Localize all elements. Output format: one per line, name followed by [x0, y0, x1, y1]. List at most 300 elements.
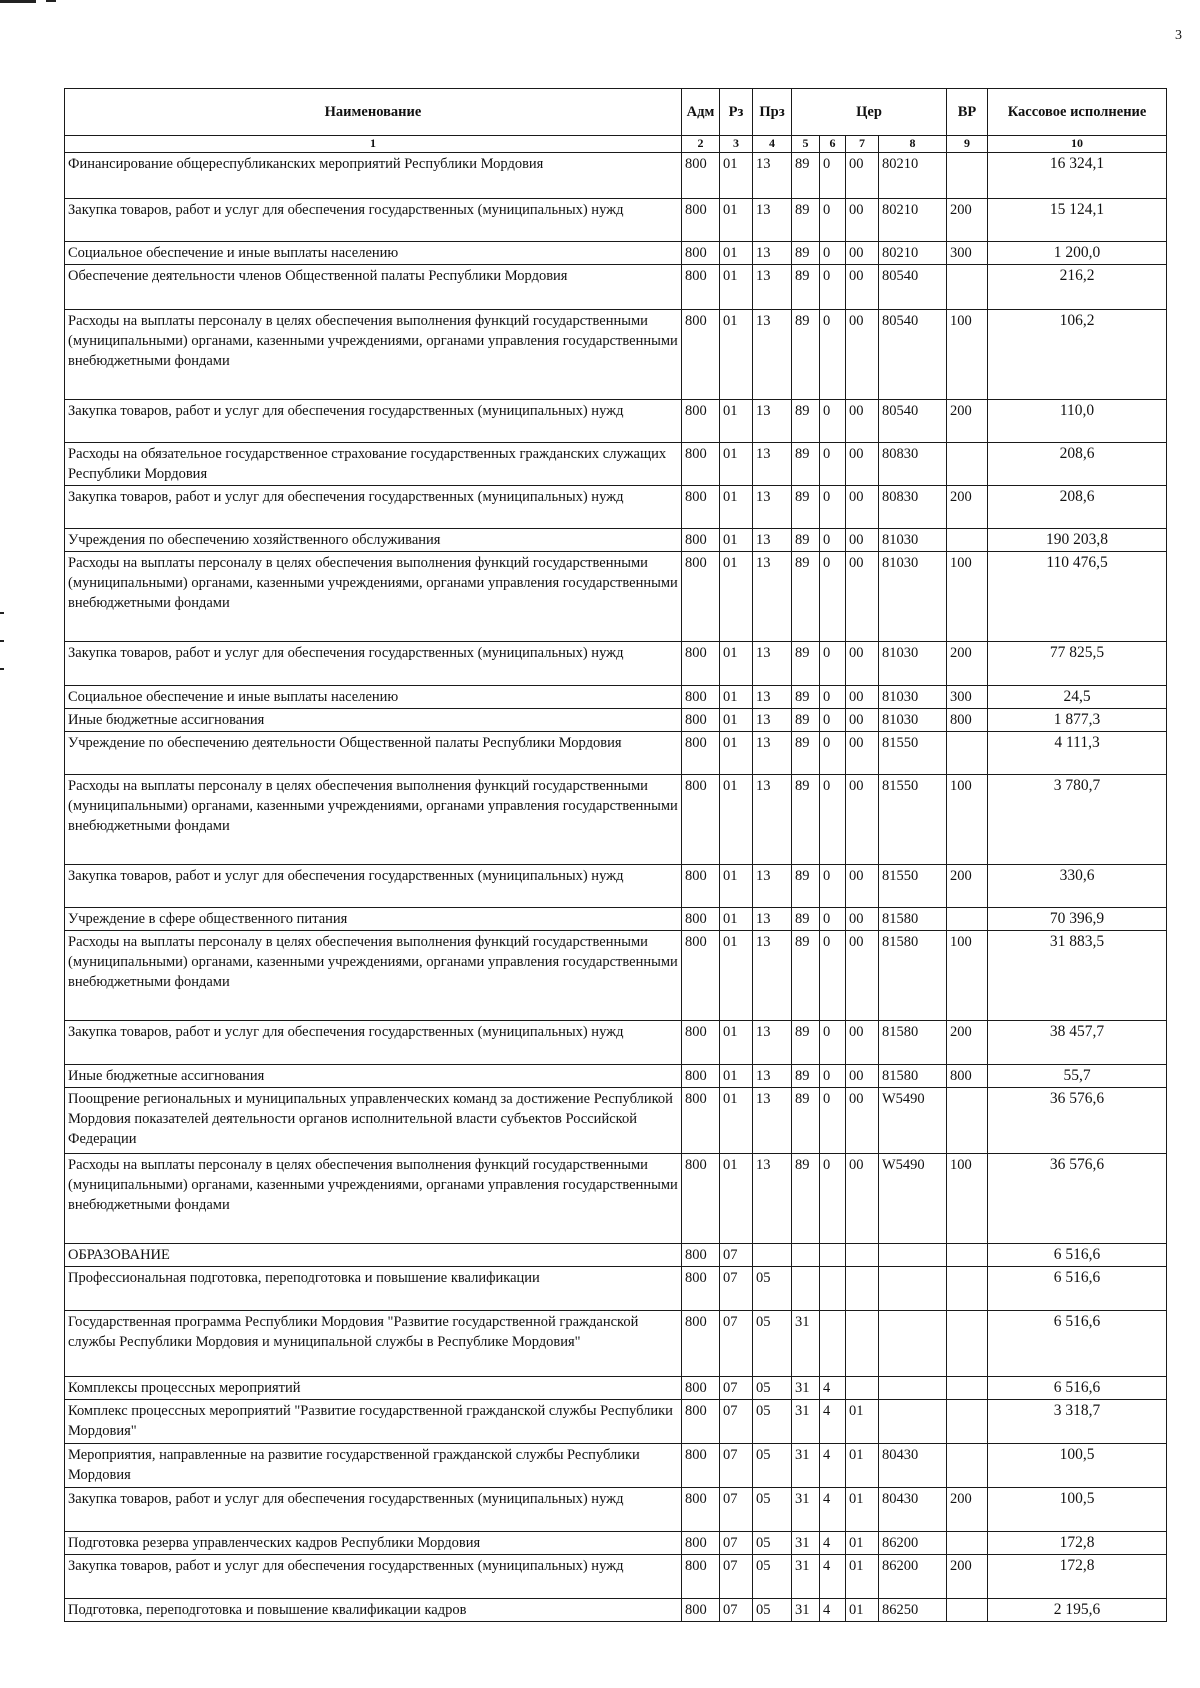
row-amount: 208,6 — [988, 443, 1167, 486]
row-cer-type: 0 — [820, 1021, 846, 1065]
row-adm: 800 — [682, 1488, 720, 1532]
row-adm: 800 — [682, 1444, 720, 1488]
row-cer-subprogram: 00 — [846, 1021, 879, 1065]
row-cer-direction: 80540 — [879, 400, 947, 443]
row-cer-type: 4 — [820, 1555, 846, 1599]
row-cer-subprogram — [846, 1311, 879, 1377]
table-row — [65, 1377, 1167, 1400]
row-cer-direction: 81550 — [879, 732, 947, 775]
row-cer-subprogram: 00 — [846, 732, 879, 775]
row-cer-subprogram: 00 — [846, 775, 879, 865]
row-amount: 2 195,6 — [988, 1599, 1167, 1622]
table-row — [65, 1065, 1167, 1088]
row-name: Иные бюджетные ассигнования — [65, 709, 682, 732]
row-cer-program: 31 — [792, 1488, 820, 1532]
row-rz: 01 — [720, 686, 753, 709]
row-amount: 110 476,5 — [988, 552, 1167, 642]
row-vr: 200 — [947, 865, 988, 908]
row-cer-direction: 80430 — [879, 1488, 947, 1532]
scan-mark-top-left — [0, 0, 36, 3]
row-vr — [947, 529, 988, 552]
row-rz: 01 — [720, 265, 753, 310]
row-cer-program: 89 — [792, 400, 820, 443]
row-name: Финансирование общереспубликанских мероприятий Республики Мордовия — [65, 153, 682, 199]
row-cer-type: 0 — [820, 931, 846, 1021]
table-row — [65, 1021, 1167, 1065]
row-adm: 800 — [682, 1244, 720, 1267]
table-row — [65, 1311, 1167, 1377]
row-vr — [947, 908, 988, 931]
row-rz: 01 — [720, 931, 753, 1021]
row-cer-direction — [879, 1267, 947, 1311]
row-cer-subprogram: 01 — [846, 1532, 879, 1555]
row-vr: 100 — [947, 1154, 988, 1244]
row-cer-subprogram: 00 — [846, 310, 879, 400]
row-cer-subprogram: 01 — [846, 1488, 879, 1532]
row-cer-program: 89 — [792, 443, 820, 486]
row-prz: 05 — [753, 1311, 792, 1377]
row-adm: 800 — [682, 1267, 720, 1311]
row-rz: 01 — [720, 732, 753, 775]
row-cer-direction — [879, 1311, 947, 1377]
row-amount: 208,6 — [988, 486, 1167, 529]
row-cer-program: 89 — [792, 1021, 820, 1065]
row-cer-program: 89 — [792, 865, 820, 908]
row-cer-direction: 81030 — [879, 642, 947, 686]
row-vr: 300 — [947, 686, 988, 709]
row-name: Иные бюджетные ассигнования — [65, 1065, 682, 1088]
row-adm: 800 — [682, 1065, 720, 1088]
row-cer-subprogram: 00 — [846, 931, 879, 1021]
row-vr — [947, 1244, 988, 1267]
row-adm: 800 — [682, 1599, 720, 1622]
row-adm: 800 — [682, 1377, 720, 1400]
header-vr: ВР — [947, 89, 988, 136]
table-row — [65, 242, 1167, 265]
row-cer-type — [820, 1311, 846, 1377]
row-cer-program: 89 — [792, 199, 820, 242]
row-adm: 800 — [682, 686, 720, 709]
header-rz: Рз — [720, 89, 753, 136]
col-number: 5 — [792, 136, 820, 153]
row-cer-subprogram: 00 — [846, 242, 879, 265]
row-rz: 07 — [720, 1267, 753, 1311]
row-adm: 800 — [682, 1311, 720, 1377]
row-cer-program: 89 — [792, 1088, 820, 1154]
row-amount: 38 457,7 — [988, 1021, 1167, 1065]
row-cer-program: 31 — [792, 1444, 820, 1488]
row-cer-direction: 80830 — [879, 443, 947, 486]
row-cer-direction: 80210 — [879, 153, 947, 199]
row-cer-direction: 80210 — [879, 242, 947, 265]
row-cer-program: 89 — [792, 529, 820, 552]
row-name: Расходы на выплаты персоналу в целях обеспечения выполнения функций государственными (муниципальными) органами, казенными учреждениями, органами управления государственными внебюджетными фондами — [65, 775, 682, 865]
row-cer-program: 31 — [792, 1532, 820, 1555]
row-prz: 13 — [753, 908, 792, 931]
row-cer-type: 0 — [820, 486, 846, 529]
row-name: Подготовка резерва управленческих кадров Республики Мордовия — [65, 1532, 682, 1555]
row-vr — [947, 1444, 988, 1488]
row-rz: 01 — [720, 153, 753, 199]
row-cer-direction: 81580 — [879, 931, 947, 1021]
table-row — [65, 529, 1167, 552]
row-adm: 800 — [682, 931, 720, 1021]
row-name: Закупка товаров, работ и услуг для обеспечения государственных (муниципальных) нужд — [65, 642, 682, 686]
row-prz: 05 — [753, 1377, 792, 1400]
row-cer-direction: 81030 — [879, 552, 947, 642]
row-adm: 800 — [682, 1555, 720, 1599]
row-name: Закупка товаров, работ и услуг для обеспечения государственных (муниципальных) нужд — [65, 865, 682, 908]
row-cer-direction: 81030 — [879, 529, 947, 552]
row-prz: 13 — [753, 642, 792, 686]
row-vr — [947, 443, 988, 486]
row-cer-subprogram: 00 — [846, 709, 879, 732]
row-adm: 800 — [682, 1154, 720, 1244]
row-prz: 13 — [753, 931, 792, 1021]
row-name: Закупка товаров, работ и услуг для обеспечения государственных (муниципальных) нужд — [65, 1555, 682, 1599]
row-vr: 200 — [947, 1555, 988, 1599]
row-prz: 13 — [753, 686, 792, 709]
page-number: 3 — [1175, 28, 1182, 43]
row-cer-direction: 81580 — [879, 908, 947, 931]
row-vr: 200 — [947, 1488, 988, 1532]
row-amount: 1 200,0 — [988, 242, 1167, 265]
row-vr: 800 — [947, 709, 988, 732]
row-cer-subprogram: 00 — [846, 265, 879, 310]
row-rz: 07 — [720, 1400, 753, 1444]
row-amount: 6 516,6 — [988, 1311, 1167, 1377]
row-rz: 01 — [720, 443, 753, 486]
table-row — [65, 1088, 1167, 1154]
row-rz: 01 — [720, 642, 753, 686]
row-prz: 05 — [753, 1599, 792, 1622]
row-cer-program: 89 — [792, 1065, 820, 1088]
row-prz: 13 — [753, 709, 792, 732]
row-cer-direction: 80540 — [879, 310, 947, 400]
row-cer-type: 0 — [820, 400, 846, 443]
row-cer-type: 0 — [820, 908, 846, 931]
row-cer-program — [792, 1267, 820, 1311]
row-amount: 36 576,6 — [988, 1088, 1167, 1154]
row-amount: 100,5 — [988, 1488, 1167, 1532]
row-adm: 800 — [682, 400, 720, 443]
row-cer-subprogram: 00 — [846, 1154, 879, 1244]
row-rz: 01 — [720, 1088, 753, 1154]
col-number: 4 — [753, 136, 792, 153]
row-rz: 01 — [720, 709, 753, 732]
row-cer-type: 0 — [820, 775, 846, 865]
row-cer-program: 31 — [792, 1555, 820, 1599]
table-row — [65, 1488, 1167, 1532]
row-amount: 172,8 — [988, 1555, 1167, 1599]
row-cer-type: 0 — [820, 1065, 846, 1088]
row-cer-type: 0 — [820, 642, 846, 686]
row-cer-program: 89 — [792, 310, 820, 400]
row-cer-type: 0 — [820, 153, 846, 199]
col-number: 8 — [879, 136, 947, 153]
row-name: Расходы на выплаты персоналу в целях обеспечения выполнения функций государственными (муниципальными) органами, казенными учреждениями, органами управления государственными внебюджетными фондами — [65, 931, 682, 1021]
table-row — [65, 1599, 1167, 1622]
row-adm: 800 — [682, 242, 720, 265]
row-cer-subprogram: 00 — [846, 1088, 879, 1154]
row-cer-subprogram — [846, 1267, 879, 1311]
row-amount: 3 318,7 — [988, 1400, 1167, 1444]
table-row — [65, 1555, 1167, 1599]
row-amount: 70 396,9 — [988, 908, 1167, 931]
row-prz: 13 — [753, 1154, 792, 1244]
row-rz: 01 — [720, 1021, 753, 1065]
row-adm: 800 — [682, 552, 720, 642]
row-amount: 330,6 — [988, 865, 1167, 908]
row-adm: 800 — [682, 486, 720, 529]
row-cer-subprogram: 00 — [846, 1065, 879, 1088]
row-cer-type: 0 — [820, 1088, 846, 1154]
row-adm: 800 — [682, 529, 720, 552]
row-amount: 6 516,6 — [988, 1267, 1167, 1311]
row-cer-subprogram: 00 — [846, 642, 879, 686]
table-row — [65, 865, 1167, 908]
row-cer-type: 0 — [820, 709, 846, 732]
table-row — [65, 153, 1167, 199]
row-name: Профессиональная подготовка, переподготовка и повышение квалификации — [65, 1267, 682, 1311]
table-row — [65, 1444, 1167, 1488]
row-prz: 05 — [753, 1400, 792, 1444]
row-rz: 01 — [720, 242, 753, 265]
row-prz: 05 — [753, 1555, 792, 1599]
row-amount: 172,8 — [988, 1532, 1167, 1555]
row-prz: 13 — [753, 443, 792, 486]
row-cer-program: 89 — [792, 642, 820, 686]
row-cer-program: 89 — [792, 775, 820, 865]
scan-mark-left-1 — [0, 612, 4, 614]
row-cer-subprogram: 01 — [846, 1555, 879, 1599]
row-cer-subprogram: 00 — [846, 686, 879, 709]
row-amount: 4 111,3 — [988, 732, 1167, 775]
scan-mark-left-3 — [0, 668, 4, 670]
row-cer-type: 4 — [820, 1532, 846, 1555]
row-name: Учреждение в сфере общественного питания — [65, 908, 682, 931]
header-adm: Адм — [682, 89, 720, 136]
row-prz: 05 — [753, 1267, 792, 1311]
row-adm: 800 — [682, 775, 720, 865]
table-row — [65, 1267, 1167, 1311]
row-amount: 6 516,6 — [988, 1244, 1167, 1267]
row-name: Комплекс процессных мероприятий "Развитие государственной гражданской службы Республики Мордовия" — [65, 1400, 682, 1444]
row-cer-type: 4 — [820, 1488, 846, 1532]
row-cer-type: 0 — [820, 552, 846, 642]
row-cer-type: 0 — [820, 732, 846, 775]
row-amount: 15 124,1 — [988, 199, 1167, 242]
row-vr: 800 — [947, 1065, 988, 1088]
row-cer-direction: 81550 — [879, 865, 947, 908]
row-cer-type: 4 — [820, 1599, 846, 1622]
row-name: Учреждения по обеспечению хозяйственного обслуживания — [65, 529, 682, 552]
row-vr: 100 — [947, 775, 988, 865]
row-cer-program: 89 — [792, 1154, 820, 1244]
row-cer-program — [792, 1244, 820, 1267]
row-cer-direction: 86200 — [879, 1532, 947, 1555]
row-cer-direction: 80210 — [879, 199, 947, 242]
row-cer-type: 0 — [820, 529, 846, 552]
row-prz: 13 — [753, 153, 792, 199]
row-amount: 100,5 — [988, 1444, 1167, 1488]
row-cer-subprogram: 00 — [846, 865, 879, 908]
row-prz: 13 — [753, 529, 792, 552]
row-rz: 07 — [720, 1532, 753, 1555]
col-number: 2 — [682, 136, 720, 153]
row-amount: 24,5 — [988, 686, 1167, 709]
row-adm: 800 — [682, 709, 720, 732]
row-cer-type: 0 — [820, 310, 846, 400]
row-cer-program: 89 — [792, 908, 820, 931]
row-amount: 31 883,5 — [988, 931, 1167, 1021]
row-vr: 200 — [947, 486, 988, 529]
row-rz: 01 — [720, 775, 753, 865]
row-cer-type: 0 — [820, 199, 846, 242]
row-amount: 77 825,5 — [988, 642, 1167, 686]
header-row — [65, 89, 1167, 136]
row-name: Социальное обеспечение и иные выплаты населению — [65, 242, 682, 265]
row-rz: 07 — [720, 1488, 753, 1532]
row-adm: 800 — [682, 199, 720, 242]
row-vr — [947, 732, 988, 775]
row-prz: 05 — [753, 1532, 792, 1555]
table-row — [65, 400, 1167, 443]
row-vr — [947, 1400, 988, 1444]
row-name: Расходы на выплаты персоналу в целях обеспечения выполнения функций государственными (муниципальными) органами, казенными учреждениями, органами управления государственными внебюджетными фондами — [65, 552, 682, 642]
row-prz: 13 — [753, 265, 792, 310]
row-cer-type: 4 — [820, 1444, 846, 1488]
col-number: 10 — [988, 136, 1167, 153]
row-cer-type: 4 — [820, 1377, 846, 1400]
table-row — [65, 265, 1167, 310]
row-amount: 6 516,6 — [988, 1377, 1167, 1400]
row-cer-direction: 81580 — [879, 1065, 947, 1088]
row-name: Подготовка, переподготовка и повышение квалификации кадров — [65, 1599, 682, 1622]
row-adm: 800 — [682, 443, 720, 486]
row-vr — [947, 1311, 988, 1377]
table-row — [65, 310, 1167, 400]
scan-mark-left-2 — [0, 640, 4, 642]
row-name: Обеспечение деятельности членов Общественной палаты Республики Мордовия — [65, 265, 682, 310]
row-rz: 01 — [720, 199, 753, 242]
row-name: Закупка товаров, работ и услуг для обеспечения государственных (муниципальных) нужд — [65, 199, 682, 242]
table-row — [65, 1400, 1167, 1444]
row-cer-direction: W5490 — [879, 1088, 947, 1154]
row-prz: 13 — [753, 310, 792, 400]
row-cer-program: 89 — [792, 732, 820, 775]
row-cer-program: 31 — [792, 1599, 820, 1622]
header-name: Наименование — [65, 89, 682, 136]
row-name: Государственная программа Республики Мордовия "Развитие государственной гражданской службы Республики Мордовия и муниципальной службы в Республике Мордовия" — [65, 1311, 682, 1377]
row-cer-direction — [879, 1244, 947, 1267]
row-prz: 13 — [753, 486, 792, 529]
table-row — [65, 552, 1167, 642]
row-rz: 01 — [720, 1065, 753, 1088]
table-row — [65, 443, 1167, 486]
row-cer-subprogram: 00 — [846, 529, 879, 552]
col-number: 7 — [846, 136, 879, 153]
row-rz: 01 — [720, 908, 753, 931]
row-prz: 13 — [753, 199, 792, 242]
row-prz: 05 — [753, 1444, 792, 1488]
row-rz: 07 — [720, 1244, 753, 1267]
row-name: Закупка товаров, работ и услуг для обеспечения государственных (муниципальных) нужд — [65, 1488, 682, 1532]
row-amount: 55,7 — [988, 1065, 1167, 1088]
row-cer-type — [820, 1267, 846, 1311]
row-vr: 200 — [947, 199, 988, 242]
row-cer-subprogram — [846, 1377, 879, 1400]
row-prz: 13 — [753, 242, 792, 265]
row-adm: 800 — [682, 732, 720, 775]
row-vr — [947, 1377, 988, 1400]
row-cer-program: 89 — [792, 153, 820, 199]
row-cer-type: 0 — [820, 265, 846, 310]
row-prz: 13 — [753, 552, 792, 642]
row-name: Поощрение региональных и муниципальных управленческих команд за достижение Республикой Мордовия показателей деятельности органов исполнительной власти субъектов Российской Федерации — [65, 1088, 682, 1154]
row-cer-direction: W5490 — [879, 1154, 947, 1244]
row-cer-type: 4 — [820, 1400, 846, 1444]
row-cer-direction: 81580 — [879, 1021, 947, 1065]
row-cer-program: 31 — [792, 1400, 820, 1444]
row-prz: 13 — [753, 1021, 792, 1065]
row-cer-direction — [879, 1377, 947, 1400]
row-amount: 3 780,7 — [988, 775, 1167, 865]
row-cer-program: 89 — [792, 931, 820, 1021]
row-cer-program: 89 — [792, 265, 820, 310]
row-adm: 800 — [682, 1021, 720, 1065]
table-row — [65, 199, 1167, 242]
row-cer-program: 89 — [792, 486, 820, 529]
row-vr — [947, 1267, 988, 1311]
row-vr — [947, 1088, 988, 1154]
row-adm: 800 — [682, 1400, 720, 1444]
row-rz: 07 — [720, 1555, 753, 1599]
row-amount: 1 877,3 — [988, 709, 1167, 732]
row-name: Социальное обеспечение и иные выплаты населению — [65, 686, 682, 709]
row-name: Расходы на выплаты персоналу в целях обеспечения выполнения функций государственными (муниципальными) органами, казенными учреждениями, органами управления государственными внебюджетными фондами — [65, 1154, 682, 1244]
row-vr: 200 — [947, 642, 988, 686]
table-row — [65, 1244, 1167, 1267]
row-rz: 01 — [720, 486, 753, 529]
row-cer-subprogram: 00 — [846, 400, 879, 443]
table-row — [65, 775, 1167, 865]
table-row — [65, 486, 1167, 529]
row-cer-program: 31 — [792, 1311, 820, 1377]
row-vr: 200 — [947, 400, 988, 443]
row-cer-subprogram: 01 — [846, 1400, 879, 1444]
row-cer-direction: 80830 — [879, 486, 947, 529]
row-cer-program: 89 — [792, 686, 820, 709]
row-cer-subprogram: 00 — [846, 486, 879, 529]
row-cer-type: 0 — [820, 865, 846, 908]
row-cer-subprogram: 01 — [846, 1599, 879, 1622]
row-cer-direction — [879, 1400, 947, 1444]
row-name: Учреждение по обеспечению деятельности Общественной палаты Республики Мордовия — [65, 732, 682, 775]
row-adm: 800 — [682, 1532, 720, 1555]
row-rz: 01 — [720, 865, 753, 908]
row-name: Расходы на выплаты персоналу в целях обеспечения выполнения функций государственными (муниципальными) органами, казенными учреждениями, органами управления государственными внебюджетными фондами — [65, 310, 682, 400]
row-cer-subprogram: 00 — [846, 153, 879, 199]
row-rz: 01 — [720, 1154, 753, 1244]
table-row — [65, 709, 1167, 732]
row-cer-type — [820, 1244, 846, 1267]
row-vr — [947, 265, 988, 310]
row-prz: 13 — [753, 865, 792, 908]
row-adm: 800 — [682, 865, 720, 908]
row-adm: 800 — [682, 642, 720, 686]
table-row — [65, 642, 1167, 686]
